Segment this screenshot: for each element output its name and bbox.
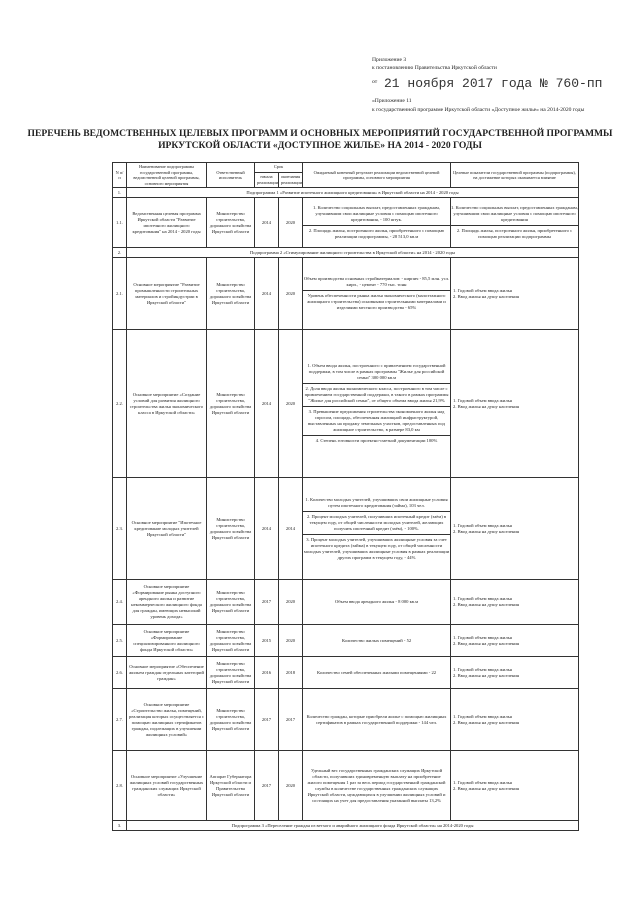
indicator-item: 1. Годовой объем ввода жилья: [453, 596, 512, 602]
table-row: [113, 625, 579, 657]
row-name: Ведомственная целевая программа Иркутской области "Развитие ипотечного жилищного кредитования" на 2014 - 2020 годы: [127, 198, 207, 248]
row-results: Удельный вес государственных гражданских служащих Иркутской области, получивших единовременную выплату на приобретение жилого помещения 1 раз за весь период государственной гражданской службы в количестве государственных гражданских служащих Иркутской области, нуждающихся в улучшении жилищных условий и состоящих на учет для предоставления указанной выплаты 13,2%: [303, 751, 451, 821]
row-executor: Аппарат Губернатора Иркутской области и Правительства Иркутской области: [207, 751, 255, 821]
document-title-line2: ИРКУТСКОЙ ОБЛАСТИ «ДОСТУПНОЕ ЖИЛЬЕ» НА 2014 - 2020 ГОДЫ: [158, 140, 482, 151]
table-row: [113, 580, 579, 625]
row-start: 2017: [255, 751, 279, 821]
row-results: Количество семей обеспеченных жилыми помещениями - 22: [303, 657, 451, 689]
indicator-item: 2. Ввод жилья на душу населения: [453, 672, 519, 678]
programs-table: [112, 162, 579, 831]
row-results: [303, 198, 451, 248]
row-executor: Министерство строительства, дорожного хозяйства Иркутской области: [207, 625, 255, 657]
row-start: 2015: [255, 625, 279, 657]
row-num: 2.: [113, 248, 127, 258]
indicator-item: 1. Количество социальных выплат, предоставленных гражданам, улучшившим свои жилищные условия с помощью ипотечного кредитования: [451, 203, 578, 226]
row-name: Основное мероприятие «Создание условий для развития жилищного строительства жилья экономического класса в Иркутской области»: [127, 330, 207, 478]
decree-date-number: 21 ноября 2017 года № 760-пп: [384, 76, 603, 91]
program-reference: к государственной программе Иркутской области «Доступное жилье» на 2014-2020 годы: [372, 107, 585, 113]
row-start: 2016: [255, 657, 279, 689]
section-title: Подпрограмма 2 «Стимулирование жилищного строительства в Иркутской области» на 2014 - 2020 годы: [127, 248, 579, 258]
result-item: Уровень обеспеченности рынка жилья экономического (малоэтажного жилищного строительства) основными строительными материалами и изделиями местного производства - 65%: [307, 293, 446, 311]
table-row-section: [113, 188, 579, 198]
row-executor: Министерство строительства, дорожного хозяйства Иркутской области: [207, 478, 255, 580]
row-end: 2014: [279, 478, 303, 580]
row-start: 2014: [255, 198, 279, 248]
row-indicators: [451, 198, 579, 248]
row-end: 2020: [279, 258, 303, 330]
indicator-item: 1. Годовой объем ввода жилья: [453, 634, 512, 640]
row-num: 2.2.: [113, 330, 127, 478]
row-executor: Министерство строительства, дорожного хозяйства Иркутской области: [207, 689, 255, 751]
result-item: 4. Степень готовности проектно-сметной документации 100%: [315, 438, 438, 444]
document-title-line1: ПЕРЕЧЕНЬ ВЕДОМСТВЕННЫХ ЦЕЛЕВЫХ ПРОГРАММ И ОСНОВНЫХ МЕРОПРИЯТИЙ ГОСУДАРСТВЕННОЙ ПРОГРАММЫ: [27, 128, 613, 139]
row-results: Количество граждан, которые приобрели жилье с помощью жилищных сертификатов в рамках государственной поддержки - 144 чел.: [303, 689, 451, 751]
row-results: [303, 258, 451, 330]
row-executor: Министерство строительства, дорожного хозяйства Иркутской области: [207, 330, 255, 478]
row-indicators: [451, 258, 579, 330]
row-name: Основное мероприятие "Развитие промышленности строительных материалов и стройиндустрии в Иркутской области": [127, 258, 207, 330]
row-start: 2014: [255, 258, 279, 330]
row-num: 2.1.: [113, 258, 127, 330]
table-row: [113, 657, 579, 689]
row-results: [303, 478, 451, 580]
indicator-item: 2. Ввод жилья на душу населения: [453, 293, 519, 299]
col-name-header: Наименование подпрограммы государственной программы, ведомственной целевой программы, основного мероприятия: [127, 163, 207, 188]
row-indicators: [451, 625, 579, 657]
row-executor: Министерство строительства, дорожного хозяйства Иркутской области: [207, 657, 255, 689]
result-item: 1. Количество молодых учителей, улучшивших свои жилищные условия путем ипотечного кредитования (займа), 103 чел.: [303, 495, 450, 512]
indicator-item: 2. Площадь жилья, построенного жилья, приобретенного с помощью реализации подпрограммы: [456, 228, 573, 240]
row-indicators: [451, 657, 579, 689]
row-results: Количество жилых помещений - 52: [303, 625, 451, 657]
table-row-section: [113, 821, 579, 831]
row-start: 2014: [255, 330, 279, 478]
row-start: 2014: [255, 478, 279, 580]
row-name: Основное мероприятие «Обеспечение жильем граждан отдельных категорий граждан»: [127, 657, 207, 689]
result-item: 3. Превышение предложения строительства экономичного жилья над спросом, площадь, обеспеченная жилищной инфраструктурой, выставленных на продажу земельных участков, предоставленных под жилищное строительство, в размере 83,0 км: [303, 407, 450, 436]
section-title: Подпрограмма 3 «Переселение граждан из ветхого и аварийного жилищного фонда Иркутской области» на 2014-2020 годы: [127, 821, 579, 831]
row-executor: Министерство строительства, дорожного хозяйства Иркутской области: [207, 258, 255, 330]
row-indicators: [451, 689, 579, 751]
result-item: 2. Процент молодых учителей, получивших ипотечный кредит (заём) в текущем году, от общей численности молодых учителей, желающих получить ипотечный кредит (заём), - 100%.: [303, 512, 450, 535]
result-item: 2. Доля ввода жилья экономического класса, построенного в том числе с привлечением государственной поддержки, в такого в рамках программы "Жилье для российской семьи", от общего объема ввода жилья 21,9%: [303, 384, 450, 407]
result-item: 1. Объем ввода жилья, построенного с привлечением государственной поддержки, в том числе в рамках программы "Жилье для российской семьи" 300 000 кв.м: [303, 361, 450, 384]
row-end: 2018: [279, 657, 303, 689]
table-row: [113, 689, 579, 751]
row-end: 2020: [279, 330, 303, 478]
indicator-item: 1. Годовой объем ввода жилья: [453, 397, 512, 403]
indicator-item: 2. Ввод жилья на душу населения: [453, 403, 519, 409]
col-end-header: окончания реализации: [279, 172, 303, 188]
col-start-header: начала реализации: [255, 172, 279, 188]
row-num: 2.5.: [113, 625, 127, 657]
indicator-item: 1. Годовой объем ввода жилья: [453, 666, 512, 672]
row-end: 2020: [279, 198, 303, 248]
row-num: 3.: [113, 821, 127, 831]
result-item: 2. Площадь жилья, построенного жилья, приобретенного с помощью реализации подпрограммы, - 28 513,0 кв.м: [308, 228, 445, 240]
table-row: [113, 258, 579, 330]
row-executor: Министерство строительства, дорожного хозяйства Иркутской области: [207, 580, 255, 625]
row-num: 2.4.: [113, 580, 127, 625]
table-row-section: [113, 248, 579, 258]
indicator-item: 1. Годовой объем ввода жилья: [453, 522, 512, 528]
indicator-item: 2. Ввод жилья на душу населения: [453, 719, 519, 725]
row-start: 2017: [255, 580, 279, 625]
table-body: [113, 188, 579, 831]
row-indicators: [451, 751, 579, 821]
indicator-item: 2. Ввод жилья на душу населения: [453, 602, 519, 608]
appendix-11-label: «Приложение 11: [372, 98, 412, 104]
row-num: 2.3.: [113, 478, 127, 580]
row-end: 2020: [279, 751, 303, 821]
row-num: 2.6.: [113, 657, 127, 689]
row-indicators: [451, 580, 579, 625]
row-name: Основное мероприятие «Строительство жилья, помещений, реализация которых осуществляется с помощью жилищных сертификатов граждан, подлежащих в улучшении жилищных условий»: [127, 689, 207, 751]
row-results: Объем ввода арендного жилья - 8 000 кв.м: [303, 580, 451, 625]
section-title: Подпрограмма 1 «Развитие ипотечного жилищного кредитования» в Иркутской области на 2014 - 2020 годы: [127, 188, 579, 198]
row-start: 2017: [255, 689, 279, 751]
col-num-header: N п/п: [113, 163, 127, 188]
result-item: 1. Количество социальных выплат, предоставленных гражданам, улучшившим свои жилищные условия с помощью ипотечного кредитования, - 100 штук.: [303, 203, 450, 226]
row-name: Основное мероприятие "Ипотечное кредитование молодых учителей Иркутской области": [127, 478, 207, 580]
result-item: Объем производства основных стройматериалов: - кирпич - 85,5 млн. усл. кирп., - цемент - 770 тыс. тонн: [303, 274, 450, 291]
table-row: [113, 478, 579, 580]
row-results: [303, 330, 451, 478]
appendix-label: Приложение 3: [372, 57, 407, 63]
decree-reference: к постановлению Правительства Иркутской области: [372, 65, 497, 71]
table-row: [113, 198, 579, 248]
indicator-item: 1. Годовой объем ввода жилья: [453, 779, 512, 785]
row-num: 2.8.: [113, 751, 127, 821]
row-name: Основное мероприятие «Формирование рынка доступного арендного жилья и развитие некоммерческого жилищного фонда для граждан, имеющих невысокий уровень дохода»: [127, 580, 207, 625]
row-executor: Министерство строительства, дорожного хозяйства Иркутской области: [207, 198, 255, 248]
col-term-header: Срок: [255, 163, 303, 173]
row-num: 1.1.: [113, 198, 127, 248]
indicator-item: 2. Ввод жилья на душу населения: [453, 528, 519, 534]
table-row: [113, 751, 579, 821]
indicator-item: 2. Ввод жилья на душу населения: [453, 785, 519, 791]
indicator-item: 2. Ввод жилья на душу населения: [453, 640, 519, 646]
date-prefix: от: [372, 79, 378, 85]
row-end: 2020: [279, 625, 303, 657]
row-end: 2020: [279, 580, 303, 625]
row-name: Основное мероприятие «Улучшение жилищных условий государственных гражданских служащих Иркутской области»: [127, 751, 207, 821]
col-indicators-header: Целевые показатели государственной программы (подпрограммы), на достижение которых оказывается влияние: [451, 163, 579, 188]
col-executor-header: Ответственный исполнитель: [207, 163, 255, 188]
row-name: Основное мероприятие «Формирование специализированного жилищного фонда Иркутской области»: [127, 625, 207, 657]
indicator-item: 1. Годовой объем ввода жилья: [453, 713, 512, 719]
result-item: 3. Процент молодых учителей, улучшивших жилищные условия за счет ипотечного кредита (займа) в текущем году, от общей численности молодых учителей, улучшивших жилищные условия в рамках реализации других программ в текущем году, - 44%: [303, 536, 450, 560]
row-end: 2017: [279, 689, 303, 751]
row-num: 1.: [113, 188, 127, 198]
row-num: 2.7.: [113, 689, 127, 751]
row-indicators: [451, 478, 579, 580]
indicator-item: 1. Годовой объем ввода жилья: [453, 287, 512, 293]
col-result-header: Ожидаемый конечный результат реализации ведомственной целевой программы, основного мероприятия: [303, 163, 451, 188]
row-indicators: [451, 330, 579, 478]
table-row: [113, 330, 579, 478]
